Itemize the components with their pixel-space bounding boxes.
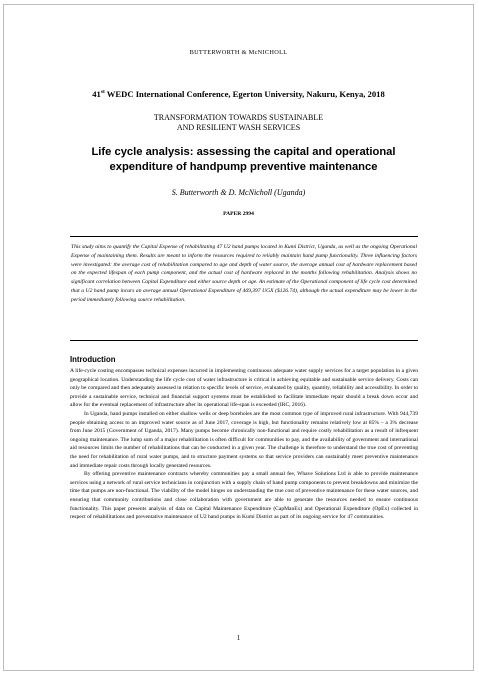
- title-line: expenditure of handpump preventive maintenance: [109, 161, 378, 173]
- introduction-heading: Introduction: [70, 355, 116, 364]
- theme-line: AND RESILIENT WASH SERVICES: [176, 123, 301, 132]
- running-head: BUTTERWORTH & McNICHOLL: [189, 49, 288, 56]
- conference-ordinal: 41: [92, 89, 101, 99]
- page-number: 1: [236, 634, 241, 642]
- conference-ordinal-suffix: st: [100, 89, 105, 96]
- abstract-box: [70, 236, 418, 341]
- body-paragraph: In Uganda, hand pumps installed on either shallow wells or deep boreholes are the most common type of improved rural infrastructure. With 944,739 people obtaining access to an improved water source as of June 2017, coverage is high, but functionality remains relatively low at 85% – a 3% decrease from June 2015 (Government of Uganda, 2017). Many pumps become chronically non-functional and require costly rehabilitation as a result of infrequent ongoing maintenance. The lump sum of a major rehabilitation is often difficult for communities to pay, and the availability of government and international aid resources limits the number of rehabilitations that can be conducted in a given year. The challenge is therefore to understand the true cost of preventing the need for rehabilitation of rural water pumps, and to structure payment systems so that service providers can sustainably meet preventive maintenance and immediate repair costs through locally generated resources.: [70, 410, 418, 469]
- theme-line: TRANSFORMATION TOWARDS SUSTAINABLE: [153, 113, 324, 122]
- paper-title: [64, 145, 423, 175]
- conference-text: WEDC International Conference, Egerton University, Nakuru, Kenya, 2018: [104, 89, 385, 99]
- authors: S. Butterworth & D. McNicholl (Uganda): [171, 188, 306, 197]
- body-paragraph: By offering preventive maintenance contracts whereby communities pay a small annual fee, Whave Solutions Ltd is able to provide maintenance services using a network of rural service technicians in conjunction with a supply chain of hand pump components to prevent breakdowns and minimize the time that pumps are non-functional. The viability of the model hinges on understanding the true cost of preventive maintenance for these water sources, and ensuring that community contributions and close collaboration with government are able to generate the resources needed to ensure continuous functionality. This paper presents analysis of data on Capital Maintenance Expenditure (CapManEx) and Operational Expenditure (OpEx) collected in respect of rehabilitations and preventative maintenance of U2 hand pumps in Kumi District as part of its ongoing service for 47 communities.: [70, 471, 418, 521]
- conference-theme: [4, 113, 473, 133]
- title-line: Life cycle analysis: assessing the capital and operational: [91, 146, 396, 158]
- paper-number: PAPER 2994: [223, 211, 254, 217]
- abstract-text: This study aims to quantify the Capital Expense of rehabilitating 47 U2 hand pumps located in Kumi District, Uganda, as well as the ongoing Operational Expense of maintaining them. Results are meant to inform the resources required to reliably maintain hand pump functionality. Three influencing factors were investigated: the average cost of rehabilitation compared to age and depth of water source, the average annual cost of hardware replacement based on the expected lifespan of each pump component, and the actual cost of hardware replaced in the months following rehabilitation. Analysis shows no significant correlation between Capital Expenditure and either source depth or age. An estimate of the Operational component of life cycle cost determined that a U2 hand pump incurs an average annual Operational Expenditure of 469,397 UGX ($126.74), although the actual expenditure may be lower in the period immediately following source rehabilitation.: [71, 244, 417, 303]
- introduction-body: [70, 367, 418, 522]
- body-paragraph: A life-cycle costing encompasses technical expenses incurred in implementing continuous adequate water supply services for a target population in a given geographical location. Understanding the life cycle cost of water infrastructure is critical in achieving equitable and sustainable service delivery. Costs can only be compared and then adequately assessed in relation to specific levels of service, evaluated by quality, quantity, reliability and accessibility. In order to provide a sustainable service, technical and financial support systems must be established to facilitate immediate repair should a break down occur and allow for the eventual replacement of infrastructure after its operational life-span is exceeded (IRC, 2016).: [70, 368, 418, 409]
- page: [3, 4, 474, 671]
- conference-line: [4, 89, 473, 99]
